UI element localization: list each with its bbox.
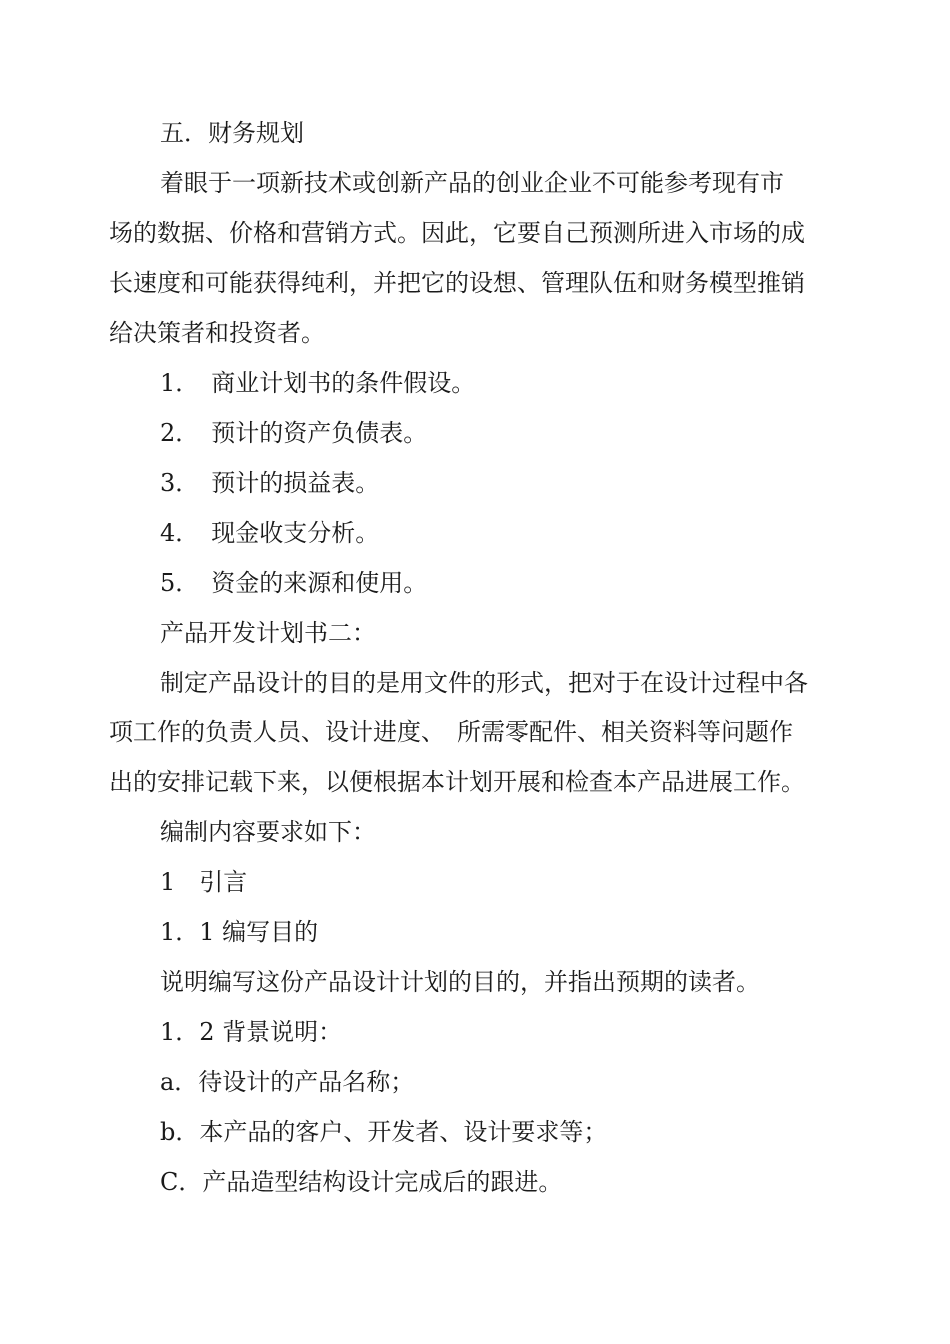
- paragraph-line: 给决策者和投资者。: [109, 319, 325, 347]
- subtitle: 产品开发计划书二：: [160, 619, 376, 647]
- list-item: 1． 商业计划书的条件假设。: [160, 369, 476, 397]
- background-heading: 1．2 背景说明：: [160, 1018, 343, 1046]
- intro-heading: 1 引言: [160, 868, 248, 896]
- paragraph-line: 制定产品设计的目的是用文件的形式，把对于在设计过程中各: [160, 669, 808, 697]
- paragraph-line: 出的安排记载下来，以便根据本计划开展和检查本产品进展工作。: [109, 768, 805, 796]
- list-item: 3． 预计的损益表。: [160, 469, 380, 497]
- list-item: 5． 资金的来源和使用。: [160, 569, 428, 597]
- paragraph-line: 着眼于一项新技术或创新产品的创业企业不可能参考现有市: [160, 169, 784, 197]
- requirements-heading: 编制内容要求如下：: [160, 818, 376, 846]
- purpose-text: 说明编写这份产品设计计划的目的，并指出预期的读者。: [160, 968, 760, 996]
- list-item: C．产品造型结构设计完成后的跟进。: [160, 1168, 563, 1196]
- list-item: a．待设计的产品名称；: [160, 1068, 415, 1096]
- list-item: 4． 现金收支分析。: [160, 519, 380, 547]
- paragraph-line: 场的数据、价格和营销方式。因此，它要自己预测所进入市场的成: [109, 219, 805, 247]
- paragraph-line: 项工作的负责人员、设计进度、 所需零配件、相关资料等问题作: [109, 718, 793, 746]
- list-item: 2． 预计的资产负债表。: [160, 419, 428, 447]
- purpose-heading: 1．1 编写目的: [160, 918, 319, 946]
- paragraph-line: 长速度和可能获得纯利，并把它的设想、管理队伍和财务模型推销: [109, 269, 805, 297]
- list-item: b．本产品的客户、开发者、设计要求等；: [160, 1118, 608, 1146]
- section-heading: 五．财务规划: [160, 119, 304, 147]
